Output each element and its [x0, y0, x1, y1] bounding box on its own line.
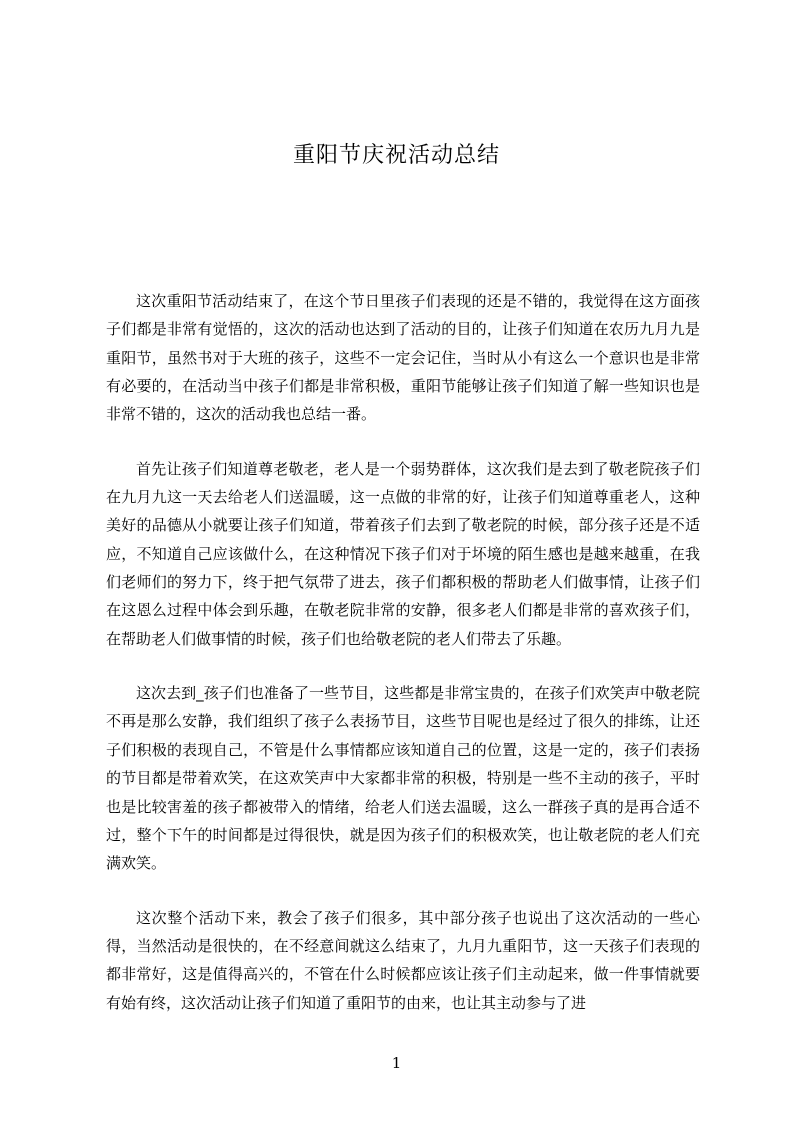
paragraph-2: 首先让孩子们知道尊老敬老，老人是一个弱势群体，这次我们是去到了敬老院孩子们在九月九这一天去给老人们送温暖，这一点做的非常的好，让孩子们知道尊重老人，这种美好的品德从小就要让孩子们知道，带着孩子们去到了敬老院的时候，部分孩子还是不适应，不知道自己应该做什么，在这种情况下孩子们对于坏境的陌生感也是越来越重，在我们老师们的努力下，终于把气氛带了进去，孩子们都积极的帮助老人们做事情，让孩子们在这恩么过程中体会到乐趣，在敬老院非常的安静，很多老人们都是非常的喜欢孩子们，在帮助老人们做事情的时候，孩子们也给敬老院的老人们带去了乐趣。 [106, 459, 700, 648]
page-title: 重阳节庆祝活动总结 [292, 143, 500, 168]
paragraph-1: 这次重阳节活动结束了，在这个节日里孩子们表现的还是不错的，我觉得在这方面孩子们都是非常有觉悟的，这次的活动也达到了活动的目的，让孩子们知道在农历九月九是重阳节，虽然书对于大班的孩子，这些不一定会记住，当时从小有这么一个意识也是非常有必要的，在活动当中孩子们都是非常积极，重阳节能够让孩子们知道了解一些知识也是非常不错的，这次的活动我也总结一番。 [106, 292, 700, 424]
paragraph-4: 这次整个活动下来，教会了孩子们很多，其中部分孩子也说出了这次活动的一些心得，当然活动是很快的，在不经意间就这么结束了，九月九重阳节，这一天孩子们表现的都非常好，这是值得高兴的，不管在什么时候都应该让孩子们主动起来，做一件事情就要有始有终，这次活动让孩子们知道了重阳节的由来，也让其主动参与了进 [106, 908, 700, 1012]
page-number: 1 [391, 1054, 402, 1072]
document-body [106, 287, 700, 1043]
paragraph-3: 这次去到_孩子们也准备了一些节目，这些都是非常宝贵的，在孩子们欢笑声中敬老院不再是那么安静，我们组织了孩子么表扬节目，这些节目呢也是经过了很久的排练，让还子们积极的表现自己，不管是什么事情都应该知道自己的位置，这是一定的，孩子们表扬的节目都是带着欢笑，在这欢笑声中大家都非常的积极，特别是一些不主动的孩子，平时也是比较害羞的孩子都被带入的情绪，给老人们送去温暖，这么一群孩子真的是再合适不过，整个下午的时间都是过得很快，就是因为孩子们的积极欢笑，也让敬老院的老人们充满欢笑。 [106, 684, 700, 873]
